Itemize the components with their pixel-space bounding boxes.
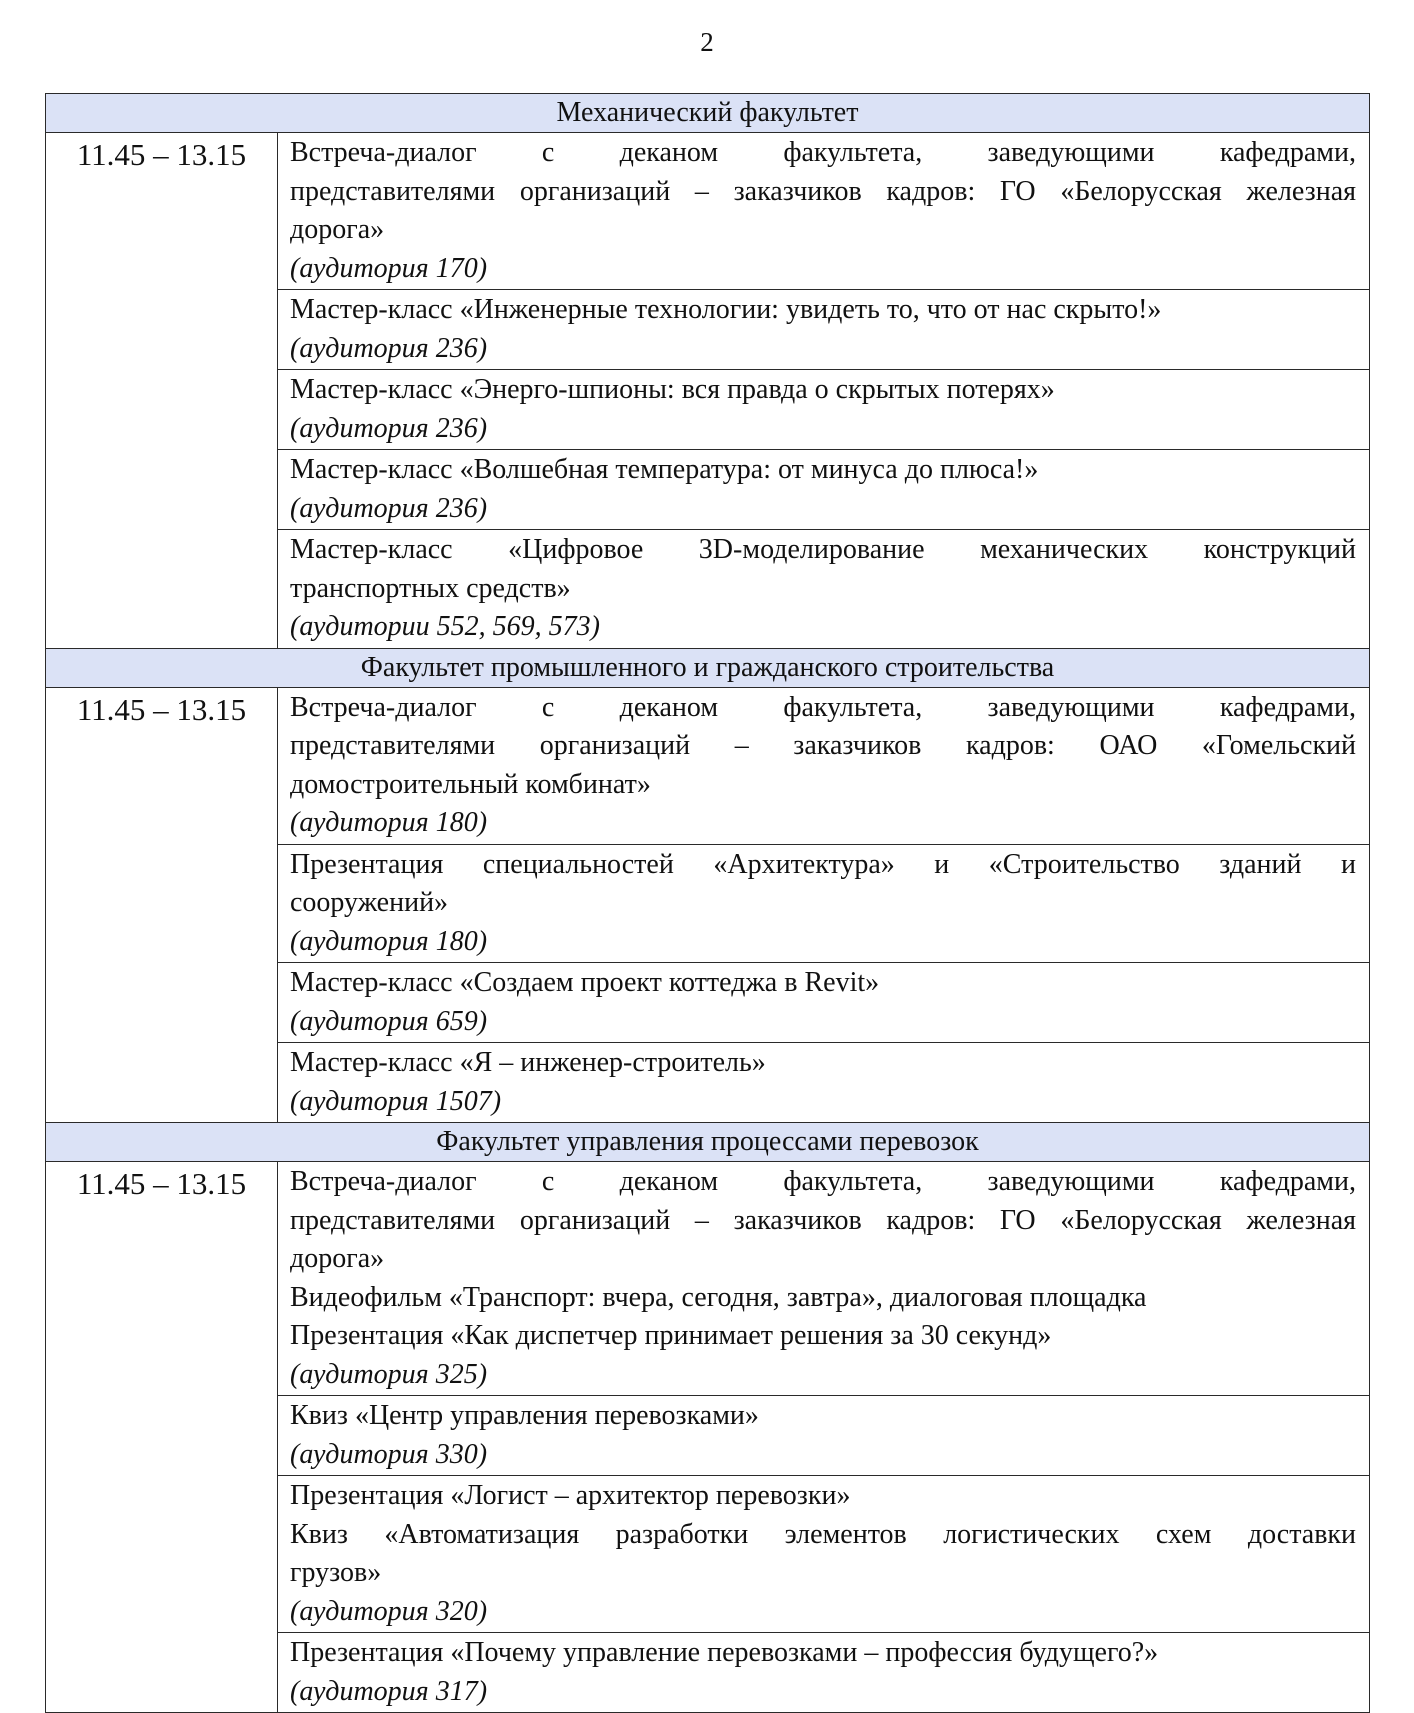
room-label: (аудитория 325) bbox=[290, 1358, 488, 1390]
event-text-line: представителями организаций – заказчиков кадров: ГО «Белорусская железная bbox=[290, 175, 1357, 207]
event-description bbox=[278, 687, 1370, 844]
room-label: (аудитория 659) bbox=[290, 1005, 488, 1037]
event-description bbox=[278, 844, 1370, 963]
event-text-line: грузов» bbox=[290, 1557, 382, 1588]
event-text-line: Презентация «Логист – архитектор перевозки» bbox=[290, 1480, 851, 1511]
event-description bbox=[278, 1476, 1370, 1633]
event-text-line: Мастер-класс «Энерго-шпионы: вся правда о скрытых потерях» bbox=[290, 374, 1055, 405]
event-text-line: Мастер-класс «Цифровое 3D-моделирование механических конструкций bbox=[290, 534, 1357, 565]
room-label: (аудитория 180) bbox=[290, 925, 488, 957]
event-text-line: Квиз «Центр управления перевозками» bbox=[290, 1400, 759, 1431]
section-header-row bbox=[46, 648, 1370, 687]
room-label: (аудитория 180) bbox=[290, 807, 488, 838]
time-slot: 11.45 – 13.15 bbox=[46, 1162, 278, 1713]
event-row bbox=[46, 1162, 1370, 1396]
page-number: 2 bbox=[700, 27, 714, 57]
room-label: (аудитория 236) bbox=[290, 412, 488, 444]
event-description bbox=[278, 1633, 1370, 1713]
event-description bbox=[278, 450, 1370, 530]
section-title: Механический факультет bbox=[46, 94, 1370, 133]
event-row bbox=[46, 687, 1370, 844]
event-text-line: домостроительный комбинат» bbox=[290, 768, 651, 800]
event-text-line: Презентация «Почему управление перевозками – профессия будущего?» bbox=[290, 1637, 1159, 1668]
event-text-line: Встреча-диалог с деканом факультета, заведующими кафедрами, bbox=[290, 137, 1357, 168]
event-description bbox=[278, 370, 1370, 450]
room-label: (аудитория 330) bbox=[290, 1438, 488, 1470]
event-text-line: транспортных средств» bbox=[290, 572, 571, 604]
event-text-line: дорога» bbox=[290, 1243, 385, 1274]
event-text-line: Встреча-диалог с деканом факультета, заведующими кафедрами, bbox=[290, 691, 1357, 723]
room-label: (аудитория 236) bbox=[290, 492, 488, 524]
event-text-line: Квиз «Автоматизация разработки элементов логистических схем доставки bbox=[290, 1518, 1357, 1550]
event-description bbox=[278, 290, 1370, 370]
event-text-line: Презентация «Как диспетчер принимает решения за 30 секунд» bbox=[290, 1320, 1052, 1351]
event-text-line: Видеофильм «Транспорт: вчера, сегодня, завтра», диалоговая площадка bbox=[290, 1281, 1147, 1313]
event-description bbox=[278, 1043, 1370, 1123]
section-title: Факультет промышленного и гражданского строительства bbox=[46, 648, 1370, 687]
event-text-line: Встреча-диалог с деканом факультета, заведующими кафедрами, bbox=[290, 1166, 1357, 1197]
event-description bbox=[278, 1396, 1370, 1476]
event-description bbox=[278, 530, 1370, 649]
event-text-line: Мастер-класс «Волшебная температура: от минуса до плюса!» bbox=[290, 454, 1039, 485]
section-title: Факультет управления процессами перевозок bbox=[46, 1123, 1370, 1162]
event-text-line: представителями организаций – заказчиков кадров: ОАО «Гомельский bbox=[290, 730, 1357, 761]
schedule-body bbox=[46, 94, 1370, 1713]
room-label: (аудитория 320) bbox=[290, 1595, 488, 1627]
section-header-row bbox=[46, 94, 1370, 133]
event-text-line: Мастер-класс «Создаем проект коттеджа в Revit» bbox=[290, 967, 880, 998]
event-text-line: представителями организаций – заказчиков кадров: ГО «Белорусская железная bbox=[290, 1204, 1357, 1236]
room-label: (аудитория 1507) bbox=[290, 1085, 502, 1117]
event-description bbox=[278, 1162, 1370, 1396]
event-text-line: сооружений» bbox=[290, 887, 449, 918]
room-label: (аудитория 317) bbox=[290, 1675, 488, 1707]
event-text-line: Презентация специальностей «Архитектура» и «Строительство зданий и bbox=[290, 848, 1357, 880]
event-text-line: Мастер-класс «Инженерные технологии: увидеть то, что от нас скрыто!» bbox=[290, 294, 1162, 325]
room-label: (аудитории 552, 569, 573) bbox=[290, 611, 601, 642]
time-slot: 11.45 – 13.15 bbox=[46, 133, 278, 649]
room-label: (аудитория 170) bbox=[290, 252, 488, 284]
event-description bbox=[278, 963, 1370, 1043]
schedule-table bbox=[45, 93, 1370, 1713]
event-text-line: Мастер-класс «Я – инженер-строитель» bbox=[290, 1047, 766, 1078]
event-text-line: дорога» bbox=[290, 214, 385, 245]
section-header-row bbox=[46, 1123, 1370, 1162]
event-description bbox=[278, 133, 1370, 290]
time-slot: 11.45 – 13.15 bbox=[46, 687, 278, 1123]
event-row bbox=[46, 133, 1370, 290]
room-label: (аудитория 236) bbox=[290, 332, 488, 364]
